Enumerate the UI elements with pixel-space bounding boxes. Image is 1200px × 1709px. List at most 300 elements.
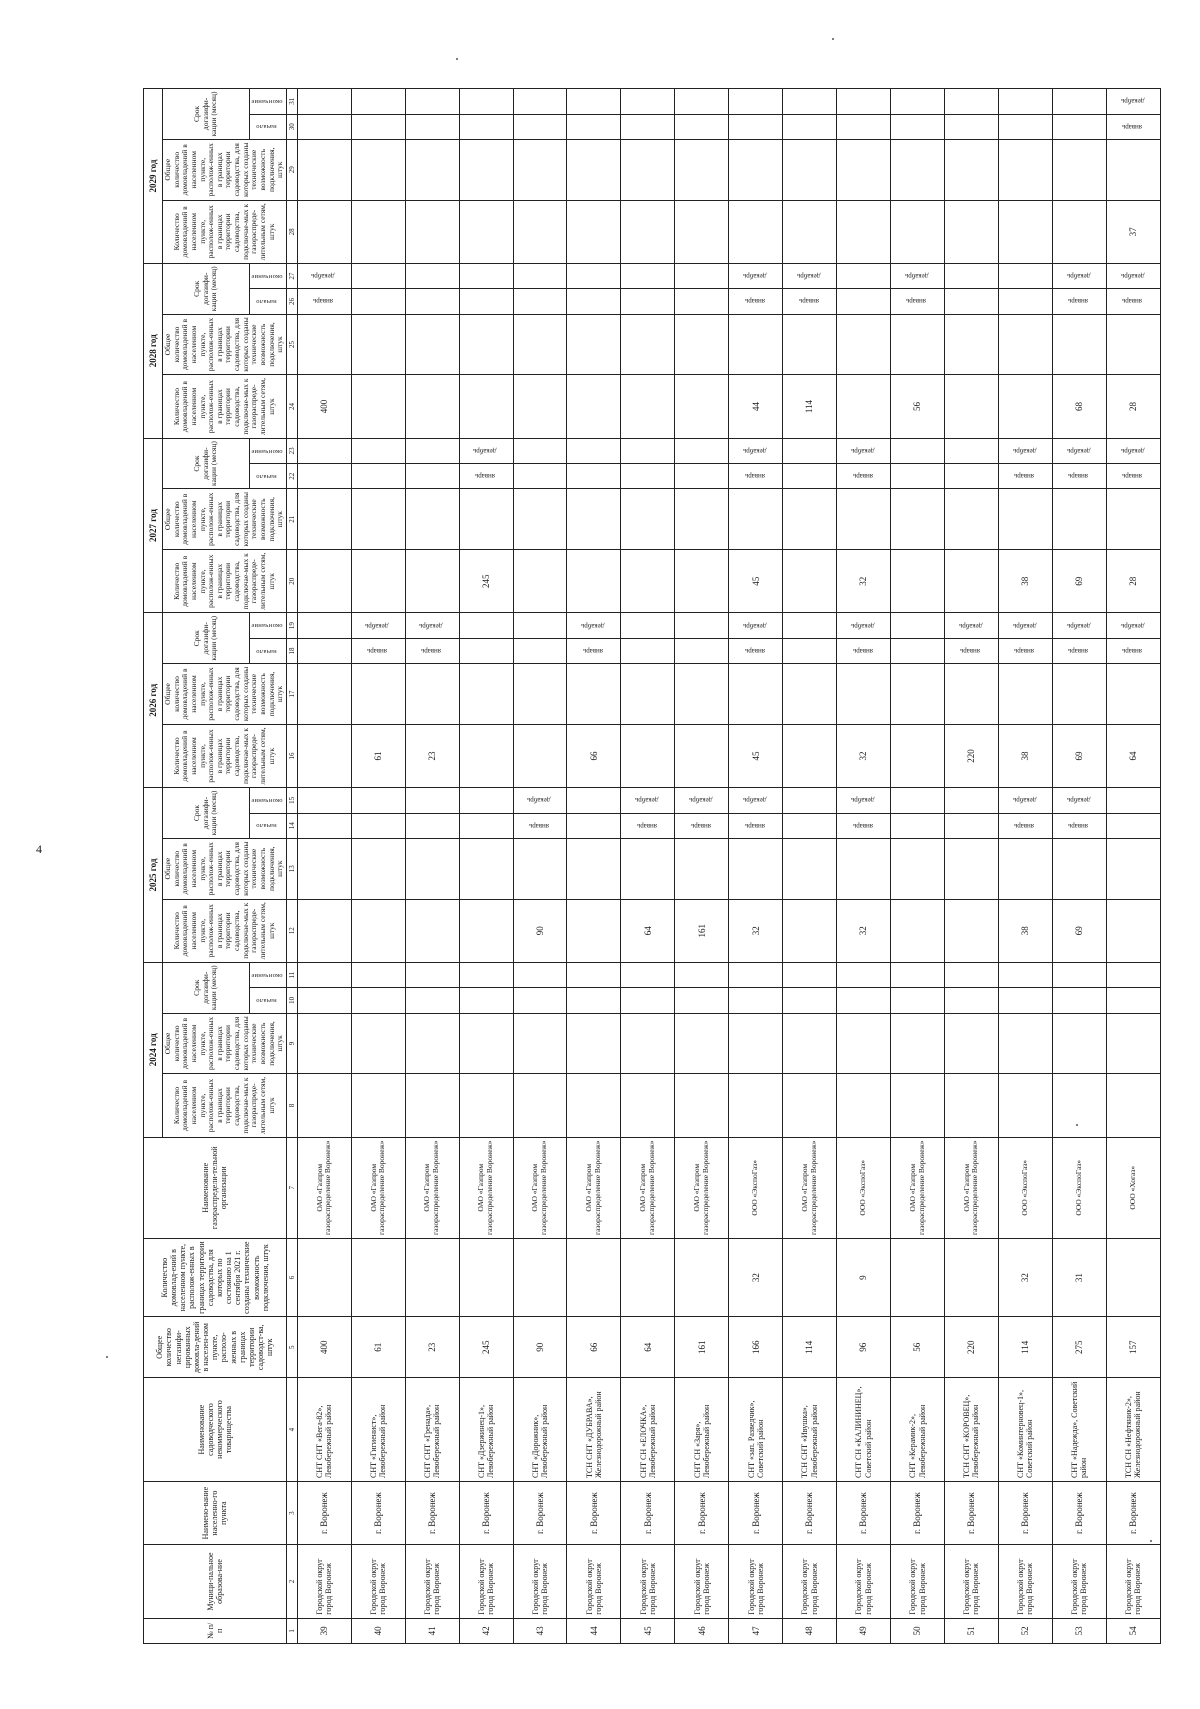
term-cell	[513, 438, 567, 463]
term-cell	[837, 114, 891, 139]
term-cell	[837, 962, 891, 987]
term-cell	[945, 89, 999, 115]
value-cell: 38	[998, 550, 1052, 613]
term-cell	[567, 289, 621, 314]
header-end-cell	[249, 438, 286, 463]
value-cell	[405, 139, 459, 200]
column-number: 29	[286, 139, 297, 200]
term-cell	[783, 962, 837, 987]
term-cell	[837, 464, 891, 489]
term-month: декабрь	[850, 446, 875, 455]
term-cell	[297, 962, 351, 987]
value-cell	[297, 1013, 351, 1074]
row-number-cell: 41	[405, 1618, 459, 1643]
header-overall-count: Общее количество домовладений в населенном пункте, располож-енных в границах территории садоводства, для которых созданы технические возможность подключения, штук	[163, 139, 287, 200]
term-cell	[459, 438, 513, 463]
term-cell	[998, 114, 1052, 139]
term-month: декабрь	[1120, 272, 1144, 281]
term-month: январь	[636, 821, 657, 830]
header-start: начало	[256, 997, 277, 1005]
term-cell	[998, 988, 1052, 1013]
value-cell	[675, 664, 729, 725]
term-cell	[998, 464, 1052, 489]
term-month: декабрь	[904, 272, 929, 281]
value-cell	[567, 314, 621, 375]
value-cell	[1052, 1074, 1106, 1137]
term-month: декабрь	[527, 796, 551, 805]
municipality-cell: Городской округ город Воронеж	[945, 1545, 999, 1618]
value-cell	[783, 838, 837, 899]
term-cell	[837, 988, 891, 1013]
term-month: январь	[1122, 122, 1143, 131]
value-cell	[945, 314, 999, 375]
term-cell	[1052, 962, 1106, 987]
term-cell	[297, 438, 351, 463]
header-end-cell	[249, 613, 286, 638]
value-cell	[513, 724, 567, 787]
header-settlement: Наимено-вание населенно-го пункта	[144, 1481, 287, 1544]
column-number: 19	[286, 613, 297, 638]
settlement-cell: г. Воронеж	[783, 1481, 837, 1544]
term-cell	[459, 613, 513, 638]
value-cell	[675, 375, 729, 438]
term-month: январь	[744, 821, 765, 830]
value-cell	[567, 664, 621, 725]
term-month: декабрь	[1012, 446, 1036, 455]
term-cell	[513, 89, 567, 115]
settlement-cell: г. Воронеж	[351, 1481, 405, 1544]
column-number: 24	[286, 375, 297, 438]
term-cell	[945, 438, 999, 463]
term-month: январь	[1068, 821, 1089, 830]
value-cell	[621, 550, 675, 613]
header-row-years	[144, 89, 163, 1644]
term-cell	[945, 464, 999, 489]
term-month: январь	[421, 646, 441, 655]
value-cell	[891, 838, 945, 899]
value-cell	[998, 375, 1052, 438]
term-month: январь	[744, 472, 765, 481]
value-cell	[621, 724, 675, 787]
column-number: 2	[286, 1545, 297, 1618]
value-cell: 31	[1052, 1238, 1106, 1316]
term-cell	[405, 813, 459, 838]
value-cell	[351, 314, 405, 375]
term-cell	[1106, 613, 1160, 638]
value-cell	[459, 724, 513, 787]
column-number: 7	[286, 1137, 297, 1238]
term-cell	[297, 289, 351, 314]
term-cell	[1106, 988, 1160, 1013]
column-number: 6	[286, 1238, 297, 1316]
snt-cell: СНТ «Гигиенист», Левобережный район	[351, 1378, 405, 1482]
term-cell	[351, 263, 405, 288]
column-number: 21	[286, 489, 297, 550]
value-cell	[621, 489, 675, 550]
term-cell	[513, 114, 567, 139]
value-cell	[297, 664, 351, 725]
header-connected-count: Количество домовладений в населенном пункте, располож-енных в границах территории садоводства, подключае-мых к газораспреде-лительным сетям, штук	[163, 375, 287, 438]
term-month: декабрь	[419, 621, 443, 630]
value-cell: 114	[783, 1317, 837, 1378]
value-cell	[675, 314, 729, 375]
value-cell	[998, 664, 1052, 725]
header-end-cell	[249, 89, 286, 115]
term-cell	[513, 464, 567, 489]
value-cell	[405, 1013, 459, 1074]
value-cell	[351, 1074, 405, 1137]
table-row	[1106, 89, 1160, 1644]
org-cell: ОАО «Газпром газораспределение Воронеж»	[459, 1137, 513, 1238]
term-month: январь	[1014, 821, 1035, 830]
value-cell	[945, 550, 999, 613]
value-cell	[837, 1013, 891, 1074]
term-cell	[998, 638, 1052, 663]
row-number-cell: 40	[351, 1618, 405, 1643]
header-connected-count: Количество домовладений в населенном пункте, располож-енных в границах территории садоводства, подключае-мых к газораспреде-лительным сетям, штук	[163, 724, 287, 787]
value-cell	[513, 1238, 567, 1316]
value-cell	[567, 200, 621, 263]
settlement-cell: г. Воронеж	[297, 1481, 351, 1544]
value-cell	[1106, 1074, 1160, 1137]
term-month: январь	[1122, 646, 1143, 655]
table-row	[567, 89, 621, 1644]
scan-speck	[106, 1356, 108, 1358]
year-header: 2026 год	[144, 613, 163, 788]
value-cell	[567, 375, 621, 438]
value-cell: 166	[729, 1317, 783, 1378]
term-cell	[837, 89, 891, 115]
term-cell	[1052, 813, 1106, 838]
term-cell	[729, 788, 783, 813]
header-total: Общее количество негазифи-цированных домовла-дений в населен-ном пункте, располо-женных в границах территории садоводст-ва, штук	[144, 1317, 287, 1378]
term-cell	[621, 464, 675, 489]
org-cell: ОАО «Газпром газораспределение Воронеж»	[297, 1137, 351, 1238]
header-tech: Количество домовлад-ений в населенном пункте, располож-енных в границах территории садоводства, для которых по состоянию на 1 сентября 2021 г. созданы технические возможность подключения, штук	[144, 1238, 287, 1316]
term-cell	[891, 263, 945, 288]
value-cell	[891, 1013, 945, 1074]
value-cell: 114	[998, 1317, 1052, 1378]
header-overall-count: Общее количество домовладений в населенном пункте, располож-енных в границах территории садоводства, для которых созданы технические возможность подключения, штук	[163, 838, 287, 899]
term-cell	[459, 263, 513, 288]
term-cell	[945, 289, 999, 314]
term-cell	[945, 813, 999, 838]
header-start-cell	[249, 289, 286, 314]
term-cell	[783, 613, 837, 638]
term-cell	[621, 988, 675, 1013]
row-number-cell: 45	[621, 1618, 675, 1643]
org-cell: ОАО «Газпром газораспределение Воронеж»	[891, 1137, 945, 1238]
value-cell	[783, 724, 837, 787]
municipality-cell: Городской округ город Воронеж	[513, 1545, 567, 1618]
column-number: 18	[286, 638, 297, 663]
value-cell	[459, 200, 513, 263]
header-end-cell	[249, 788, 286, 813]
value-cell	[998, 1013, 1052, 1074]
value-cell	[621, 1238, 675, 1316]
term-month: январь	[690, 821, 711, 830]
value-cell	[351, 1013, 405, 1074]
org-cell: ОАО «Газпром газораспределение Воронеж»	[567, 1137, 621, 1238]
value-cell: 23	[405, 724, 459, 787]
column-number: 8	[286, 1074, 297, 1137]
term-cell	[297, 638, 351, 663]
value-cell: 64	[621, 1317, 675, 1378]
value-cell	[567, 139, 621, 200]
term-cell	[621, 788, 675, 813]
term-cell	[675, 464, 729, 489]
column-number: 15	[286, 788, 297, 813]
term-month: декабрь	[473, 446, 497, 455]
term-cell	[297, 263, 351, 288]
value-cell	[998, 1074, 1052, 1137]
term-cell	[459, 962, 513, 987]
value-cell	[567, 1013, 621, 1074]
header-row-column-numbers	[286, 89, 297, 1644]
value-cell	[351, 550, 405, 613]
row-number-cell: 53	[1052, 1618, 1106, 1643]
header-term: Срок догазифи-кации (месяц)	[163, 788, 250, 839]
org-cell: ООО «ЭкспоГаз»	[837, 1137, 891, 1238]
header-connected-count: Количество домовладений в населенном пункте, располож-енных в границах территории садоводства, подключае-мых к газораспреде-лительным сетям, штук	[163, 550, 287, 613]
term-month: январь	[1122, 297, 1143, 306]
term-cell	[675, 263, 729, 288]
scan-speck	[456, 58, 458, 60]
term-cell	[1052, 114, 1106, 139]
municipality-cell: Городской округ город Воронеж	[405, 1545, 459, 1618]
value-cell	[297, 838, 351, 899]
value-cell	[297, 550, 351, 613]
value-cell	[783, 550, 837, 613]
header-end: окончание	[250, 797, 283, 805]
value-cell: 32	[837, 550, 891, 613]
settlement-cell: г. Воронеж	[891, 1481, 945, 1544]
term-cell	[891, 988, 945, 1013]
term-cell	[945, 114, 999, 139]
term-cell	[837, 638, 891, 663]
value-cell	[405, 838, 459, 899]
term-cell	[567, 613, 621, 638]
municipality-cell: Городской округ город Воронеж	[729, 1545, 783, 1618]
term-month: январь	[960, 646, 981, 655]
term-cell	[891, 114, 945, 139]
value-cell	[405, 1238, 459, 1316]
term-cell	[1052, 263, 1106, 288]
term-cell	[351, 962, 405, 987]
header-start-cell	[249, 114, 286, 139]
term-cell	[891, 289, 945, 314]
value-cell	[783, 200, 837, 263]
header-municipality: Муници-пальное образова-ние	[144, 1545, 287, 1618]
value-cell: 66	[567, 1317, 621, 1378]
header-term: Срок догазифи-кации (месяц)	[163, 613, 250, 664]
term-cell	[1106, 89, 1160, 115]
value-cell	[351, 375, 405, 438]
value-cell: 45	[729, 724, 783, 787]
value-cell	[621, 314, 675, 375]
value-cell	[1106, 139, 1160, 200]
value-cell: 23	[405, 1317, 459, 1378]
settlement-cell: г. Воронеж	[1106, 1481, 1160, 1544]
value-cell	[513, 1074, 567, 1137]
header-overall-count: Общее количество домовладений в населенном пункте, располож-енных в границах территории садоводства, для которых созданы технические возможность подключения, штук	[163, 664, 287, 725]
term-month: январь	[744, 297, 765, 306]
term-cell	[513, 988, 567, 1013]
settlement-cell: г. Воронеж	[405, 1481, 459, 1544]
term-cell	[891, 464, 945, 489]
term-month: декабрь	[1066, 621, 1090, 630]
term-cell	[675, 988, 729, 1013]
value-cell	[621, 838, 675, 899]
column-number: 17	[286, 664, 297, 725]
header-overall-count: Общее количество домовладений в населенном пункте, располож-енных в границах территории садоводства, для которых созданы технические возможность подключения, штук	[163, 1013, 287, 1074]
term-month: декабрь	[311, 272, 335, 281]
value-cell: 38	[998, 724, 1052, 787]
value-cell	[945, 375, 999, 438]
value-cell	[405, 550, 459, 613]
term-month: декабрь	[742, 446, 767, 455]
term-month: декабрь	[581, 621, 605, 630]
column-number: 16	[286, 724, 297, 787]
term-cell	[621, 962, 675, 987]
row-number-cell: 39	[297, 1618, 351, 1643]
term-cell	[459, 114, 513, 139]
value-cell	[513, 664, 567, 725]
value-cell	[1052, 1013, 1106, 1074]
value-cell	[513, 314, 567, 375]
header-term: Срок догазифи-кации (месяц)	[163, 263, 250, 314]
value-cell	[837, 314, 891, 375]
term-cell	[675, 813, 729, 838]
header-org: Наименование газораспредели-тельной организации	[144, 1137, 287, 1238]
term-cell	[405, 289, 459, 314]
term-cell	[837, 613, 891, 638]
term-cell	[729, 613, 783, 638]
header-end: окончание	[250, 447, 283, 455]
term-month: январь	[367, 646, 388, 655]
header-start: начало	[256, 647, 277, 655]
value-cell: 68	[1052, 375, 1106, 438]
term-month: январь	[528, 821, 549, 830]
term-cell	[998, 813, 1052, 838]
term-cell	[729, 289, 783, 314]
term-cell	[945, 263, 999, 288]
value-cell: 96	[837, 1317, 891, 1378]
municipality-cell: Городской округ город Воронеж	[567, 1545, 621, 1618]
table-row	[621, 89, 675, 1644]
value-cell	[729, 1074, 783, 1137]
term-cell	[729, 962, 783, 987]
value-cell	[945, 1074, 999, 1137]
row-number-cell: 46	[675, 1618, 729, 1643]
value-cell	[675, 1074, 729, 1137]
term-month: декабрь	[850, 621, 875, 630]
value-cell	[891, 314, 945, 375]
settlement-cell: г. Воронеж	[459, 1481, 513, 1544]
value-cell	[621, 200, 675, 263]
value-cell	[1106, 664, 1160, 725]
value-cell	[621, 664, 675, 725]
value-cell	[891, 200, 945, 263]
term-cell	[837, 438, 891, 463]
value-cell: 69	[1052, 724, 1106, 787]
snt-cell: СНТ «зап. Разведчик», Советский район	[729, 1378, 783, 1482]
term-cell	[783, 114, 837, 139]
term-cell	[567, 813, 621, 838]
header-end-cell	[249, 962, 286, 987]
header-snt: Наименование садоводческого некоммерческого товарищества	[144, 1378, 287, 1482]
value-cell	[297, 899, 351, 962]
value-cell	[459, 664, 513, 725]
value-cell	[891, 489, 945, 550]
value-cell	[729, 200, 783, 263]
snt-cell: СНТ СН «ЕЛОЧКА», Левобережный район	[621, 1378, 675, 1482]
row-number-cell: 49	[837, 1618, 891, 1643]
term-cell	[675, 89, 729, 115]
term-cell	[675, 962, 729, 987]
table-row	[351, 89, 405, 1644]
value-cell	[945, 899, 999, 962]
term-month: январь	[798, 297, 819, 306]
value-cell	[405, 1074, 459, 1137]
value-cell: 161	[675, 1317, 729, 1378]
term-cell	[297, 114, 351, 139]
column-number: 11	[286, 962, 297, 987]
snt-cell: ТСН СНТ «ДУБРАВА», Железнодорожный район	[567, 1378, 621, 1482]
value-cell	[567, 899, 621, 962]
term-cell	[675, 638, 729, 663]
column-number: 9	[286, 1013, 297, 1074]
column-number: 14	[286, 813, 297, 838]
settlement-cell: г. Воронеж	[675, 1481, 729, 1544]
value-cell	[945, 139, 999, 200]
term-cell	[351, 988, 405, 1013]
value-cell	[783, 139, 837, 200]
value-cell: 32	[729, 899, 783, 962]
value-cell	[783, 1013, 837, 1074]
term-cell	[351, 114, 405, 139]
term-cell	[783, 638, 837, 663]
org-cell: ОАО «Газпром газораспределение Воронеж»	[783, 1137, 837, 1238]
term-cell	[459, 813, 513, 838]
term-cell	[513, 263, 567, 288]
value-cell	[1106, 1238, 1160, 1316]
value-cell	[297, 1238, 351, 1316]
value-cell	[459, 899, 513, 962]
municipality-cell: Городской округ город Воронеж	[998, 1545, 1052, 1618]
term-cell	[945, 962, 999, 987]
term-cell	[783, 263, 837, 288]
term-cell	[1052, 988, 1106, 1013]
value-cell	[351, 664, 405, 725]
value-cell	[675, 838, 729, 899]
term-cell	[621, 263, 675, 288]
value-cell: 69	[1052, 550, 1106, 613]
value-cell	[675, 200, 729, 263]
term-cell	[513, 788, 567, 813]
value-cell	[783, 314, 837, 375]
value-cell	[1052, 200, 1106, 263]
term-month: январь	[1068, 472, 1089, 481]
row-number-cell: 48	[783, 1618, 837, 1643]
year-header: 2029 год	[144, 89, 163, 264]
value-cell	[513, 375, 567, 438]
term-cell	[621, 289, 675, 314]
value-cell	[945, 1013, 999, 1074]
term-cell	[621, 438, 675, 463]
value-cell	[351, 838, 405, 899]
value-cell	[945, 664, 999, 725]
